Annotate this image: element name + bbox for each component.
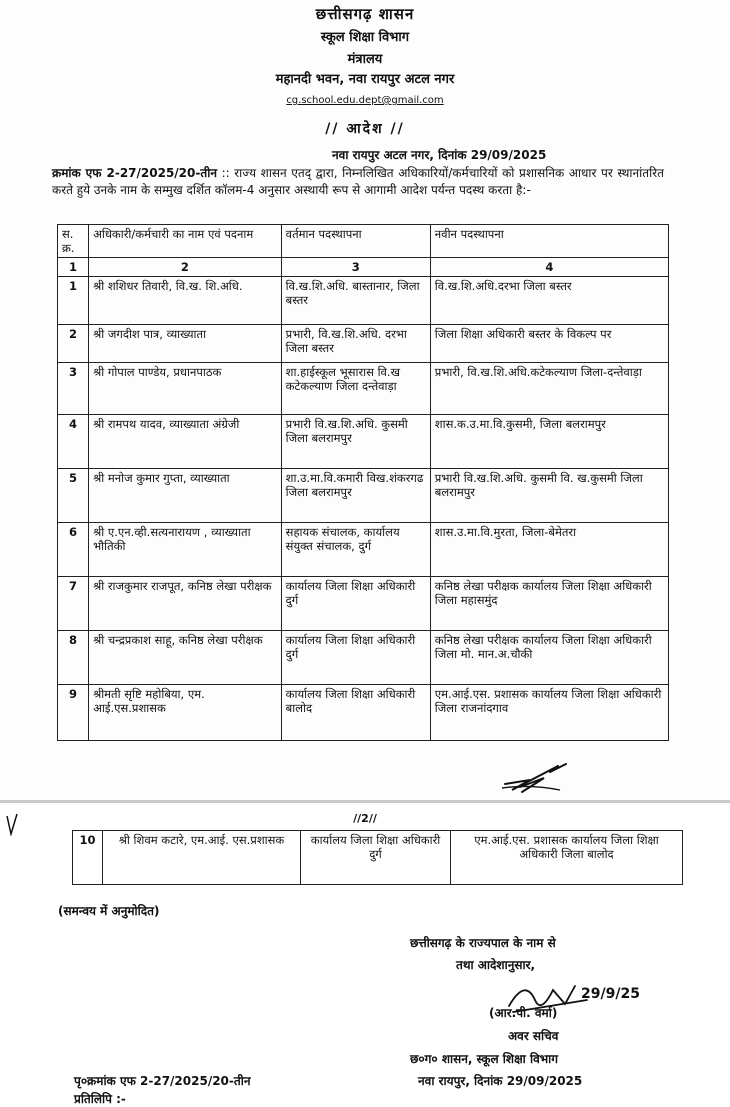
table-header-row	[58, 225, 669, 258]
row-sn: 3	[58, 363, 89, 415]
row-new: प्रभारी, वि.ख.शि.अधि.कटेकल्याण जिला-दन्तेवाड़ा	[430, 363, 668, 415]
order-intro-text: :: राज्य शासन एतद् द्वारा, निम्नलिखित अधिकारियों/कर्मचारियों को प्रशासनिक आधार पर स्थानांतरित करते हुये उनके नाम के सम्मुख दर्शित कॉलम-4 अनुसार अस्थायी रूप से आगामी आदेश पर्यन्त पदस्थ करता है:-	[52, 166, 664, 197]
col-number: 1	[58, 258, 89, 277]
row-current: सहायक संचालक, कार्यालय संयुक्त संचालक, दुर्ग	[281, 523, 430, 577]
signature-date: 29/9/25	[581, 986, 640, 1002]
row-new: वि.ख.शि.अधि.दरभा जिला बस्तर	[430, 277, 668, 325]
row-sn: 8	[58, 631, 89, 685]
row-new: शास.उ.मा.वि.मुरता, जिला-बेमेतरा	[430, 523, 668, 577]
row-name: श्री गोपाल पाण्डेय, प्रधानपाठक	[89, 363, 282, 415]
address-heading: महानदी भवन, नवा रायपुर अटल नगर	[275, 72, 455, 87]
row-new: एम.आई.एस. प्रशासक कार्यालय जिला शिक्षा अधिकारी जिला राजनांदगाव	[430, 685, 668, 741]
row-sn: 9	[58, 685, 89, 741]
row-current: प्रभारी वि.ख.शि.अधि. कुसमी जिला बलरामपुर	[281, 415, 430, 469]
authority-line-1: छत्तीसगढ़ के राज्यपाल के नाम से	[410, 936, 556, 950]
row-new: प्रभारी वि.ख.शि.अधि. कुसमी वि. ख.कुसमी जिला बलरामपुर	[430, 469, 668, 523]
header-sn: स. क्र.	[58, 225, 89, 258]
row-current: कार्यालय जिला शिक्षा अधिकारी बालोद	[281, 685, 430, 741]
row-name: श्री मनोज कुमार गुप्ता, व्याख्याता	[89, 469, 282, 523]
endorsement-reference: पृ०क्रमांक एफ 2-27/2025/20-तीन	[74, 1074, 251, 1088]
transfer-table-continued	[72, 830, 683, 885]
row-current: वि.ख.शि.अधि. बास्तानार, जिला बस्तर	[281, 277, 430, 325]
row-sn: 5	[58, 469, 89, 523]
order-reference: क्रमांक एफ 2-27/2025/20-तीन	[52, 166, 217, 180]
table-row	[58, 415, 669, 469]
office-heading: मंत्रालय	[347, 52, 383, 67]
authority-line-2: तथा आदेशानुसार,	[456, 958, 536, 972]
order-title: // आदेश //	[325, 121, 405, 137]
row-current: कार्यालय जिला शिक्षा अधिकारी दुर्ग	[281, 577, 430, 631]
table-row	[73, 831, 683, 885]
row-name: श्री चन्द्रप्रकाश साहू, कनिष्ठ लेखा परीक्षक	[89, 631, 282, 685]
signer-name: (आर.पी. वर्मा)	[489, 1006, 558, 1020]
row-name: श्रीमती सृष्टि महोबिया, एम. आई.एस.प्रशासक	[89, 685, 282, 741]
table-row	[58, 469, 669, 523]
table-row	[58, 577, 669, 631]
row-sn: 6	[58, 523, 89, 577]
page-number: //2//	[353, 812, 377, 825]
row-name: श्री रामपथ यादव, व्याख्याता अंग्रेजी	[89, 415, 282, 469]
row-sn: 1	[58, 277, 89, 325]
transfer-table	[57, 224, 669, 741]
table-row	[58, 631, 669, 685]
row-sn: 4	[58, 415, 89, 469]
col-number: 2	[89, 258, 282, 277]
row-name: श्री शिवम कटारे, एम.आई. एस.प्रशासक	[103, 831, 301, 885]
row-current: प्रभारी, वि.ख.शि.अधि. दरभा जिला बस्तर	[281, 325, 430, 363]
row-current: शा.हाईस्कूल भूसारास वि.ख कटेकल्याण जिला दन्तेवाड़ा	[281, 363, 430, 415]
col-number: 4	[430, 258, 668, 277]
signer-designation: अवर सचिव	[508, 1029, 559, 1043]
row-current: शा.उ.मा.वि.कमारी विख.शंकरगढ जिला बलरामपुर	[281, 469, 430, 523]
row-name: श्री ए.एन.व्ही.सत्यनारायण , व्याख्याता भौतिकी	[89, 523, 282, 577]
row-name: श्री राजकुमार राजपूत, कनिष्ठ लेखा परीक्षक	[89, 577, 282, 631]
header-new-posting: नवीन पदस्थापना	[430, 225, 668, 258]
col-number: 3	[281, 258, 430, 277]
row-new: कनिष्ठ लेखा परीक्षक कार्यालय जिला शिक्षा अधिकारी जिला मो. मान.अ.चौकी	[430, 631, 668, 685]
row-new: कनिष्ठ लेखा परीक्षक कार्यालय जिला शिक्षा अधिकारी जिला महासमुंद	[430, 577, 668, 631]
table-row	[58, 523, 669, 577]
table-row	[58, 685, 669, 741]
row-sn: 2	[58, 325, 89, 363]
approval-note: (समन्वय में अनुमोदित)	[58, 904, 160, 918]
government-heading: छत्तीसगढ़ शासन	[315, 5, 415, 23]
table-row	[58, 325, 669, 363]
endorsement-date: नवा रायपुर, दिनांक 29/09/2025	[418, 1074, 583, 1088]
order-intro	[52, 165, 664, 199]
row-current: कार्यालय जिला शिक्षा अधिकारी दुर्ग	[281, 631, 430, 685]
row-sn: 7	[58, 577, 89, 631]
department-line: छ०ग० शासन, स्कूल शिक्षा विभाग	[410, 1052, 559, 1066]
table-row	[58, 277, 669, 325]
row-name: श्री जगदीश पात्र, व्याख्याता	[89, 325, 282, 363]
copy-to-label: प्रतिलिपि :-	[74, 1092, 126, 1106]
table-row	[58, 363, 669, 415]
initials-signature-icon	[500, 760, 570, 794]
row-new: शास.क.उ.मा.वि.कुसमी, जिला बलरामपुर	[430, 415, 668, 469]
department-heading: स्कूल शिक्षा विभाग	[320, 30, 410, 45]
column-number-row	[58, 258, 669, 277]
header-current-posting: वर्तमान पदस्थापना	[281, 225, 430, 258]
row-new: जिला शिक्षा अधिकारी बस्तर के विकल्प पर	[430, 325, 668, 363]
row-new: एम.आई.एस. प्रशासक कार्यालय जिला शिक्षा अधिकारी जिला बालोद	[451, 831, 683, 885]
header-name: अधिकारी/कर्मचारी का नाम एवं पदनाम	[89, 225, 282, 258]
row-name: श्री शशिधर तिवारी, वि.ख. शि.अधि.	[89, 277, 282, 325]
department-email: cg.school.edu.dept@gmail.com	[286, 95, 444, 106]
place-date: नवा रायपुर अटल नगर, दिनांक 29/09/2025	[332, 148, 547, 162]
row-current: कार्यालय जिला शिक्षा अधिकारी दुर्ग	[301, 831, 451, 885]
row-sn: 10	[73, 831, 103, 885]
